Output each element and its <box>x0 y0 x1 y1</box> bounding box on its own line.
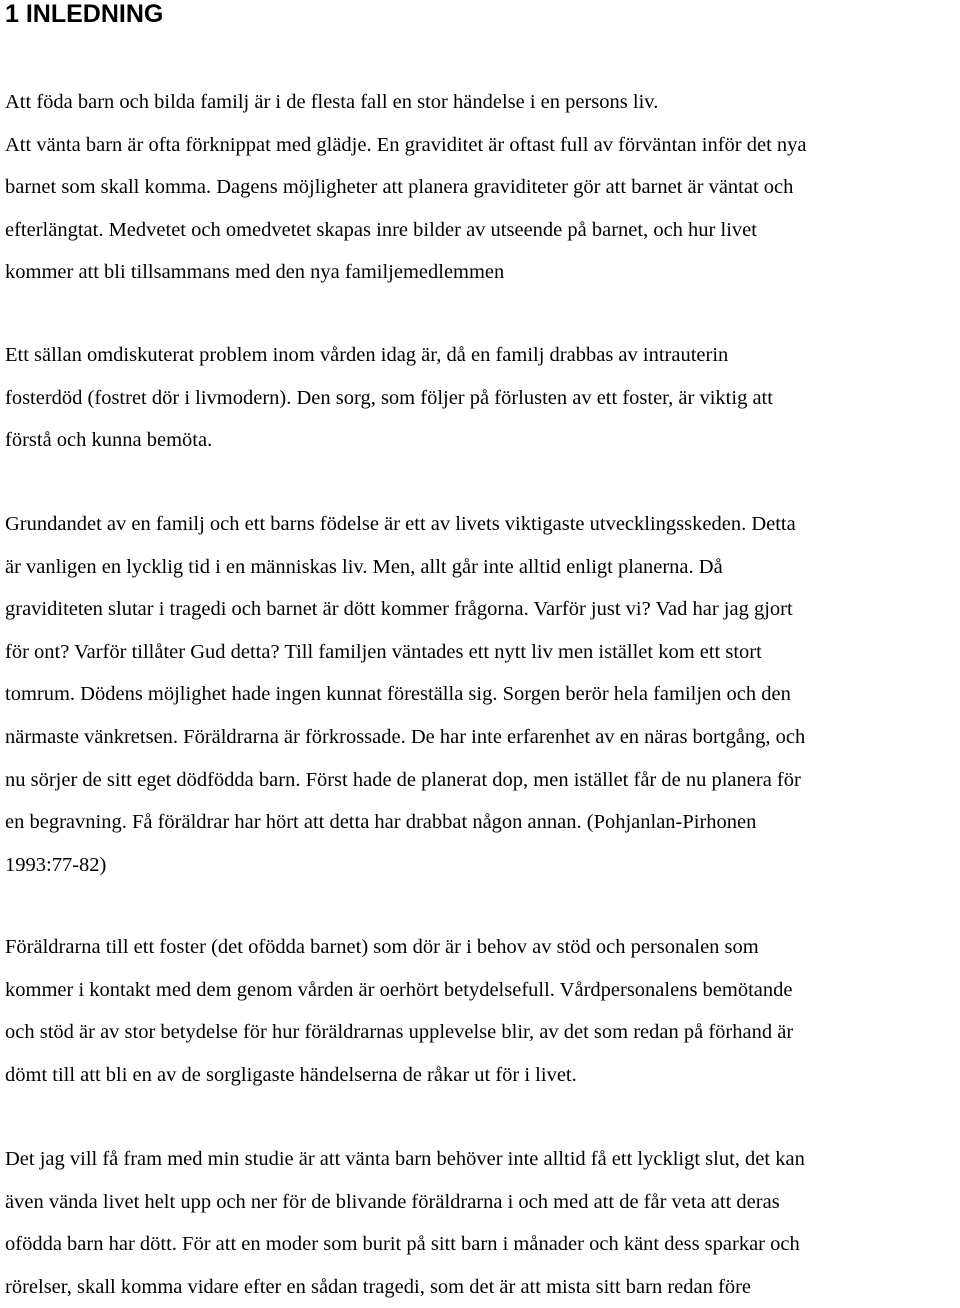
paragraph-5 <box>5 1138 805 1308</box>
text-line: närmaste vänkretsen. Föräldrarna är förkrossade. De har inte erfarenhet av en näras bortgång, och <box>5 725 806 748</box>
text-line: förstå och kunna bemöta. <box>5 429 213 452</box>
text-line: barnet som skall komma. Dagens möjligheter att planera graviditeter gör att barnet är väntat och <box>5 176 794 199</box>
text-line: kommer att bli tillsammans med den nya familjemedlemmen <box>5 261 505 284</box>
text-line: en begravning. Få föräldrar har hört att detta har drabbat någon annan. (Pohjanlan-Pirhonen <box>5 811 757 834</box>
text-line: Att föda barn och bilda familj är i de flesta fall en stor händelse i en persons liv. <box>5 91 659 113</box>
paragraph-2 <box>5 334 773 462</box>
text-line: nu sörjer de sitt eget dödfödda barn. Först hade de planerat dop, men istället får de nu planera för <box>5 768 801 791</box>
text-line: fosterdöd (fostret dör i livmodern). Den sorg, som följer på förlusten av ett foster, är viktig att <box>5 386 773 409</box>
paragraph-3 <box>5 503 805 886</box>
text-line: dömt till att bli en av de sorgligaste händelserna de råkar ut för i livet. <box>5 1063 577 1086</box>
text-line: graviditeten slutar i tragedi och barnet är dött kommer frågorna. Varför just vi? Vad har jag gjort <box>5 598 793 621</box>
text-line: och stöd är av stor betydelse för hur föräldrarnas upplevelse blir, av det som redan på förhand är <box>5 1021 794 1044</box>
text-line: Ett sällan omdiskuterat problem inom vården idag är, då en familj drabbas av intrauterin <box>5 344 729 366</box>
text-line: ofödda barn har dött. För att en moder som burit på sitt barn i månader och känt dess sparkar och <box>5 1233 800 1256</box>
text-line: 1993:77-82) <box>5 853 107 876</box>
text-line: Det jag vill få fram med min studie är att vänta barn behöver inte alltid få ett lyckligt slut, det kan <box>5 1148 805 1170</box>
paragraph-1 <box>5 81 807 294</box>
section-heading: 1 INLEDNING <box>5 0 164 28</box>
text-line: Föräldrarna till ett foster (det ofödda barnet) som dör är i behov av stöd och personalen som <box>5 936 759 958</box>
text-line: kommer i kontakt med dem genom vården är oerhört betydelsefull. Vårdpersonalens bemötande <box>5 978 793 1001</box>
text-line: rörelser, skall komma vidare efter en sådan tragedi, som det är att mista sitt barn redan före <box>5 1275 752 1298</box>
document-page <box>5 0 957 1298</box>
paragraph-4 <box>5 926 793 1096</box>
text-line: Att vänta barn är ofta förknippat med glädje. En graviditet är oftast full av förväntan inför det nya <box>5 133 807 156</box>
text-line: för ont? Varför tillåter Gud detta? Till familjen väntades ett nytt liv men istället kom ett stort <box>5 640 762 663</box>
text-line: även vända livet helt upp och ner för de blivande föräldrarna i och med att de får veta att deras <box>5 1190 780 1213</box>
text-line: är vanligen en lycklig tid i en människas liv. Men, allt går inte alltid enligt planerna. Då <box>5 555 723 578</box>
text-line: efterlängtat. Medvetet och omedvetet skapas inre bilder av utseende på barnet, och hur livet <box>5 218 757 241</box>
text-line: tomrum. Dödens möjlighet hade ingen kunnat föreställa sig. Sorgen berör hela familjen och den <box>5 683 791 706</box>
text-line: Grundandet av en familj och ett barns födelse är ett av livets viktigaste utvecklingsskeden. Detta <box>5 513 796 535</box>
